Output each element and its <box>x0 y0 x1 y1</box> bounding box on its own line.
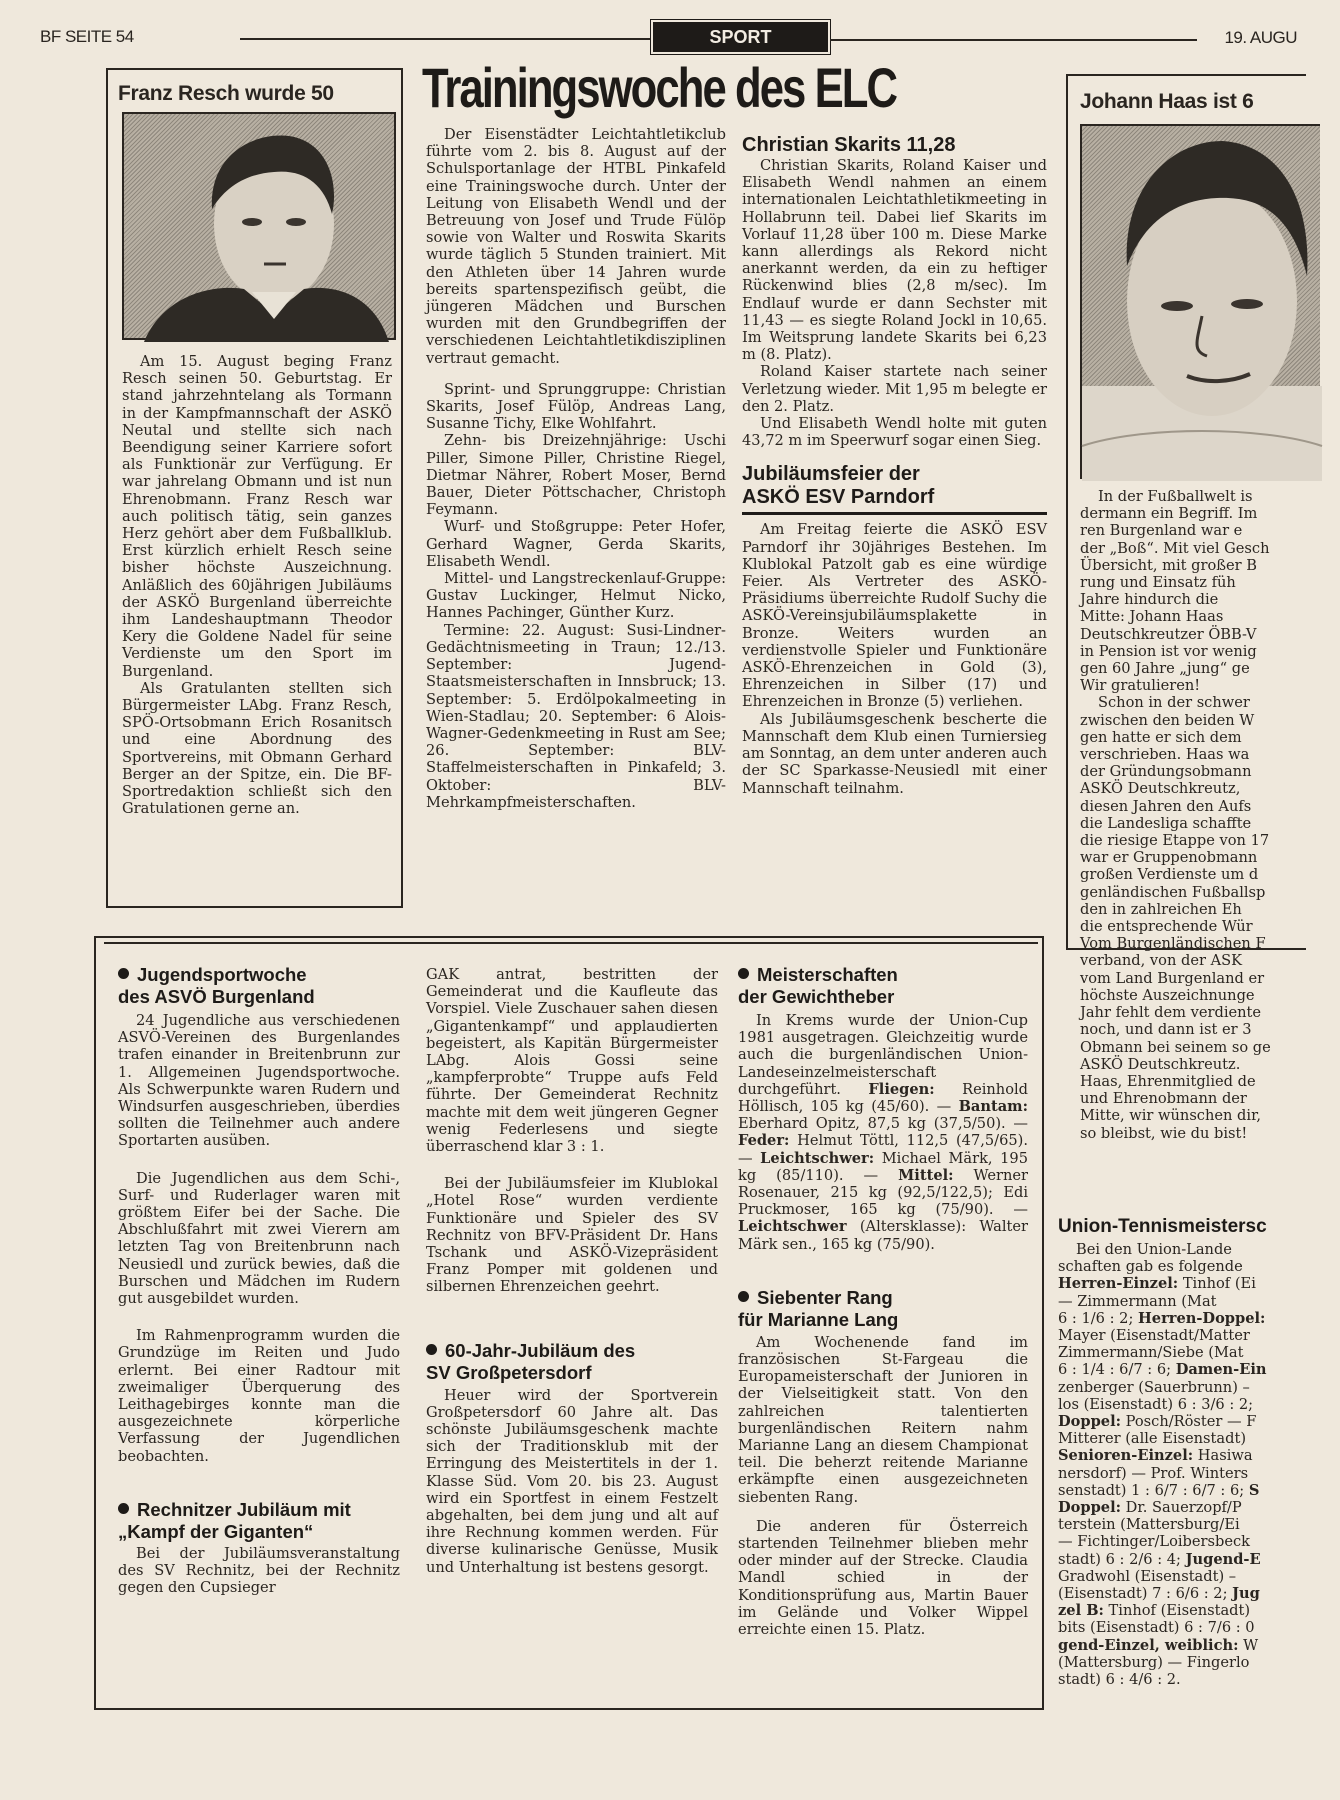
rechnitz-body-part2: GAK antrat, bestritten der Gemeinderat und die Kaufleute das Vorspiel. Viele Zuschauer sahen diesen „Gigantenkampf“ und applaudierten begeistert, als Kapitän Bürgermeister LAbg. Alois Gossi seine „kampferprobte“ Truppe aufs Feld führte. Der Gemeinderat Rechnitz machte mit dem weit jüngeren Gegner wenig Federlesens und siegte überraschend klar 3 : 1. Bei der Jubiläumsfeier im Klublokal „Hotel Rose“ wurden verdiente Funktionäre und Spieler des SV Rechnitz von BFV-Präsident Dr. Hans Tschank und ASKÖ-Vizepräsident Franz Pomper mit goldenen und silbernen Ehrenzeichen geehrt. <box>426 966 718 1296</box>
tennis-result-line: Zimmermann/Siebe (Mat <box>1058 1344 1244 1362</box>
grosspetersdorf-body: Heuer wird der Sportverein Großpetersdorf 60 Jahre alt. Das schönste Jubiläumsgeschenk machte sich der Traditionsklub mit der Erringung des Meistertitels in der 1. Klasse Süd. Vom 20. bis 23. August wird ein Sportfest in einem Festzelt abgehalten, bei dem jung und alt auf ihre Rechnung kommen werden. Für diverse kulinarische Genüsse, Musik und Unterhaltung ist bestens gesorgt. <box>426 1386 718 1576</box>
bullet-icon <box>738 968 749 979</box>
bottom-column-2 <box>426 966 718 1576</box>
gewichtheber-paragraph: In Krems wurde der Union-Cup 1981 ausgetragen. Gleichzeitig wurde auch die burgenländischen Union-Landeseinzelmeisterschaft durchgeführt. Fliegen: Reinhold Höllisch, 105 kg (45/60). — Bantam: Eberhard Opitz, 87,5 kg (37,5/50). — Feder: Helmut Töttl, 112,5 (47,5/65). — Leichtschwer: Michael Märk, 195 kg (85/110). — Mittel: Werner Rosenauer, 215 kg (92,5/122,5); Edi Pruckmoser, 165 kg (75/90). — Leichtschwer (Altersklasse): Walter Märk sen., 165 kg (75/90). <box>738 1012 1029 1253</box>
tennis-result-line: — Zimmermann (Mat <box>1058 1292 1217 1310</box>
bottom-column-1 <box>118 964 400 1596</box>
bullet-icon <box>118 968 129 979</box>
tennis-result-line: Herren-Einzel: Tinhof (Ei <box>1058 1275 1256 1293</box>
parndorf-rule <box>742 512 1047 515</box>
tennis-result-line: senstadt) 1 : 6/7 : 6/7 : 6; S <box>1058 1481 1260 1499</box>
tennis-body <box>1058 1241 1297 1688</box>
parndorf-subhead: Jubiläumsfeier der ASKÖ ESV Parndorf <box>742 463 935 509</box>
tennis-result-line: Doppel: Dr. Sauerzopf/P <box>1058 1499 1242 1517</box>
tennis-result-line: 6 : 1/4 : 6/7 : 6; Damen-Ein <box>1058 1361 1267 1379</box>
rechnitz-body-part1: Bei der Jubiläumsveranstaltung des SV Rechnitz, bei der Rechnitz gegen den Cupsieger <box>118 1544 400 1597</box>
tennis-result-line: Mayer (Eisenstadt/Matter <box>1058 1327 1250 1345</box>
gewichtheber-body <box>738 1012 1028 1253</box>
resch-article-box <box>106 68 403 908</box>
elc-headline: Trainingswoche des ELC <box>422 56 897 119</box>
page-label: BF SEITE 54 <box>40 27 134 46</box>
tennis-result-line: Doppel: Posch/Röster — F <box>1058 1413 1257 1431</box>
header-rule-left <box>240 38 650 40</box>
tennis-result-line: (Mattersburg) — Fingerlo <box>1058 1653 1250 1671</box>
grosspetersdorf-headline: 60-Jahr-Jubiläum des SV Großpetersdorf <box>426 1339 636 1383</box>
tennis-result-line: (Eisenstadt) 7 : 6/6 : 2; Jug <box>1058 1585 1260 1603</box>
tennis-result-line: nersdorf) — Prof. Winters <box>1058 1464 1249 1482</box>
tennis-result-line: los (Eisenstadt) 6 : 3/6 : 2; <box>1058 1395 1254 1413</box>
tennis-result-line: Gradwohl (Eisenstadt) – <box>1058 1567 1237 1585</box>
parndorf-body: Am Freitag feierte die ASKÖ ESV Parndorf ihr 30jähriges Bestehen. Im Klublokal Patzolt gab es eine würdige Feier. Als Vertreter des ASKÖ-Präsidiums überreichte Rudolf Suchy die ASKÖ-Vereinsjubiläumsplakette in Bronze. Weiters wurden an verdienstvolle Spieler und Funktionäre ASKÖ-Ehrenzeichen in Gold (3), Ehrenzeichen in Silber (17) und Ehrenzeichen in Bronze (5) verliehen. Als Jubiläumsgeschenk bescherte die Mannschaft dem Klub einen Turniersieg am Sonntag, an dem unter anderen auch der SC Sparkasse-Neusiedl mit einer Mannschaft teilnahm. <box>742 521 1047 797</box>
tennis-result-line: Bei den Union-Lande <box>1076 1241 1232 1258</box>
tennis-result-line: Mitterer (alle Eisenstadt) <box>1058 1430 1247 1448</box>
skarits-column <box>742 134 1047 797</box>
rechnitz-headline: Rechnitzer Jubiläum mit „Kampf der Giganten“ <box>118 1498 351 1542</box>
section-tag: SPORT <box>653 22 828 52</box>
bullet-icon <box>738 1291 749 1302</box>
tennis-subhead: Union-Tennismeistersc <box>1058 1216 1267 1237</box>
bullet-icon <box>118 1503 129 1514</box>
bottom-column-3 <box>738 964 1028 1638</box>
haas-body: In der Fußballwelt is dermann ein Begriff. Im ren Burgenland war e der „Boß“. Mit viel Gesch Übersicht, mit großer B rung und Einsatz füh Jahre hindurch die Mitte: Johann Haas Deutschkreutzer ÖBB-V in Pension ist vor wenig gen 60 Jahre „jung“ ge Wir gratulieren! Schon in der schwer zwischen den beiden W gen hatte er sich dem verschrieben. Haas wa der Gründungsobmann ASKÖ Deutschkreutz, diesen Jahren den Aufs die Landesliga schaffte die riesige Etappe von 17 war er Gruppenobmann großen Verdienste um d genländischen Fußballsp den in zahlreichen Eh die entsprechende Wür Vom Burgenländischen F verband, von der ASK vom Land Burgenland er höchste Auszeichnunge Jahr fehlt dem verdiente noch, und dann ist er 3 Obmann bei seinem so ge ASKÖ Deutschkreutz. Haas, Ehrenmitglied de und Ehrenobmann der Mitte, wir wünschen dir, so bleibst, wie du bist! <box>1080 488 1271 1142</box>
tennis-result-line: stadt) 6 : 2/6 : 4; Jugend-E <box>1058 1550 1261 1568</box>
tennis-result-line: 6 : 1/6 : 2; Herren-Doppel: <box>1058 1309 1266 1327</box>
person-portrait-icon <box>124 114 398 342</box>
tennis-result-line: zel B: Tinhof (Eisenstadt) <box>1058 1602 1251 1620</box>
resch-title: Franz Resch wurde 50 <box>118 82 334 105</box>
elc-body: Der Eisenstädter Leichtahtletikclub führte vom 2. bis 8. August auf der Schulsportanlage der HTBL Pinkafeld eine Trainingswoche durch. Unter der Leitung von Elisabeth Wendl und der Betreuung von Josef und Trude Fülöp sowie von Walter und Roswita Skarits wurde täglich 5 Stunden trainiert. Mit den Athleten über 14 Jahren wurde bereits spartenspezifisch geübt, die jüngeren Mädchen und Burschen wurden mit den Grundbegriffen der verschiedenen Leichtahtletikdisziplinen vertraut gemacht. Sprint- und Sprunggruppe: Christian Skarits, Josef Fülöp, Andreas Lang, Susanne Tichy, Elke Wohlfahrt. Zehn- bis Dreizehnjährige: Uschi Piller, Simone Piller, Christine Riegel, Dietmar Nährer, Robert Moser, Bernd Bauer, Dieter Pöttschacher, Christoph Feymann. Wurf- und Stoßgruppe: Peter Hofer, Gerhard Wagner, Gerda Skarits, Elisabeth Wendl. Mittel- und Langstreckenlauf-Gruppe: Gustav Luckinger, Helmut Nicko, Hannes Pachinger, Günther Kurz. Termine: 22. August: Susi-Lindner-Gedächtnismeeting in Traun; 12./13. September: Jugend-Staatsmeisterschaften in Innsbruck; 13. September: 5. Erdölpokalmeeting in Wien-Stadlau; 20. September: 6 Alois-Wagner-Gedenkmeeting in Rust am See; 26. September: BLV- Staffelmeisterschaften in Pinkafeld; 3. Oktober: BLV-Mehrkampfmeisterschaften. <box>426 126 726 811</box>
tennis-column <box>1058 1215 1297 1725</box>
skarits-body: Christian Skarits, Roland Kaiser und Elisabeth Wendl nahmen an einem internationalen Leichtathletikmeeting in Hollabrunn teil. Dabei lief Skarits im Vorlauf 11,28 über 100 m. Diese Marke kann allerdings als Rekord nicht anerkannt werden, da ein zu heftiger Rückenwind blies (2,8 m/sec). Im Endlauf wurde er dann Sechster mit 11,43 — es siegte Roland Jockl in 10,65. Im Weitsprung landete Skarits bei 6,23 m (8. Platz). Roland Kaiser startete nach seiner Verletzung wieder. Mit 1,95 m belegte er den 2. Platz. Und Elisabeth Wendl holte mit guten 43,72 m im Speerwurf sogar einen Sieg. <box>742 157 1047 450</box>
tennis-result-line: terstein (Mattersburg/Ei <box>1058 1516 1240 1534</box>
tennis-result-line: bits (Eisenstadt) 6 : 7/6 : 0 <box>1058 1619 1255 1637</box>
header-rule-right <box>830 39 1197 41</box>
tennis-result-line: Senioren-Einzel: Hasiwa <box>1058 1447 1253 1465</box>
masthead <box>40 22 1297 52</box>
lang-body: Am Wochenende fand im französischen St-Fargeau die Europameisterschaft der Junioren in der Vielseitigkeit statt. Von den zahlreichen talentierten burgenländischen Reitern nahm Marianne Lang an diesem Championat teil. Die beherzt reitende Marianne erkämpfte einen ausgezeichneten siebenten Rang. Die anderen für Österreich startenden Teilnehmer blieben mehr oder minder auf der Strecke. Claudia Mandl schied in der Konditionsprüfung aus, Martin Bauer im Gelände und Volker Wippel erreichte einen 15. Platz. <box>738 1333 1028 1639</box>
issue-date: 19. AUGU <box>1224 28 1297 47</box>
tennis-result-line: schaften gab es folgende <box>1058 1258 1243 1276</box>
resch-body: Am 15. August beging Franz Resch seinen 50. Geburtstag. Er stand jahrzehntelang als Tormann in der Kampfmannschaft der ASKÖ Neutal und stellte sich nach Beendigung seiner Karriere sofort als Funktionär zur Verfügung. Er war jahrelang Obmann und ist nun Ehrenobmann. Franz Resch war auch politisch tätig, sein ganzes Herz gehört aber dem Fußballklub. Erst kürzlich erhielt Resch seine bisher höchste Auszeichnung. Anläßlich des 60jährigen Jubiläums der ASKÖ Burgenland überreichte ihm Landeshauptmann Theodor Kery die Goldene Nadel für seine Verdienste um den Sport im Burgenland. Als Gratulanten stellten sich Bürgermeister LAbg. Franz Resch, SPÖ-Ortsobmann Erich Rosanitsch und eine Abordnung des Sportvereins, mit Obmann Gerhard Berger an der Spitze, ein. Die BF-Sportredaktion schließt sich den Gratulationen gerne an. <box>122 353 392 818</box>
haas-title: Johann Haas ist 6 <box>1080 90 1254 113</box>
person-portrait-icon <box>1082 126 1322 481</box>
haas-photo <box>1080 124 1320 479</box>
tennis-result-line: gend-Einzel, weiblich: W <box>1058 1636 1259 1654</box>
haas-article-box <box>1066 74 1306 1142</box>
lang-headline: Siebenter Rang für Marianne Lang <box>738 1286 899 1330</box>
jugendsport-headline: Jugendsportwoche des ASVÖ Burgenland <box>118 964 315 1007</box>
bullet-icon <box>426 1344 437 1355</box>
box-inner-rule <box>104 942 1038 944</box>
skarits-subhead: Christian Skarits 11,28 <box>742 134 956 156</box>
tennis-result-line: stadt) 6 : 4/6 : 2. <box>1058 1671 1181 1689</box>
jugendsport-body: 24 Jugendliche aus verschiedenen ASVÖ-Vereinen des Burgenlandes trafen einander in Breitenbrunn zur 1. Allgemeinen Jugendsportwoche. Als Schwerpunkte waren Rudern und Windsurfen ausgeschrieben, überdies sollten die Teilnehmer auch andere Sportarten ausüben. Die Jugendlichen aus dem Schi-, Surf- und Ruderlager waren mit größtem Eifer bei der Sache. Die Abschlußfahrt mit zwei Vierern am letzten Tag von Breitenbrunn nach Neusiedl und zurück bewies, daß die Burschen und Mädchen im Rudern gut ausgebildet wurden. Im Rahmenprogramm wurden die Grundzüge im Reiten und Judo erlernt. Bei einer Radtour mit zweimaliger Überquerung des Leithagebirges konnte man die ausgezeichnete körperliche Verfassung der Jugendlichen beobachten. <box>118 1012 400 1465</box>
resch-photo <box>122 112 396 340</box>
gewichtheber-headline: Meisterschaften der Gewichtheber <box>738 964 898 1007</box>
tennis-result-line: — Fichtinger/Loibersbeck <box>1058 1533 1250 1551</box>
tennis-result-line: zenberger (Sauerbrunn) – <box>1058 1378 1250 1396</box>
box-top-rule <box>94 936 1044 938</box>
